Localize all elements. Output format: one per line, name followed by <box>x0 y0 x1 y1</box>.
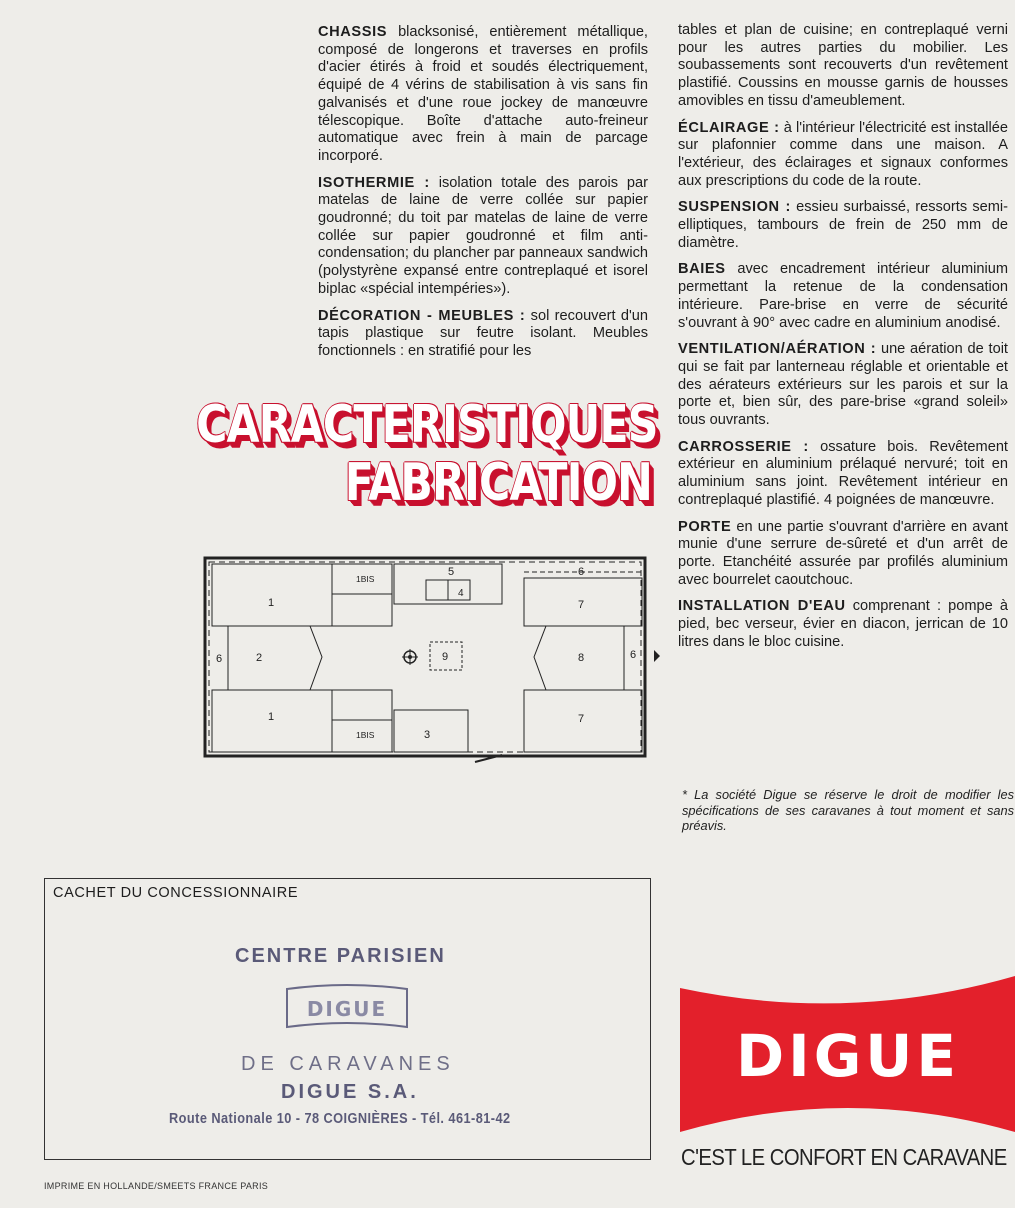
spec-porte <box>678 519 1008 590</box>
title-line-2: FABRICATION <box>344 453 652 513</box>
label-2: 2 <box>256 652 263 664</box>
spec-decoration <box>318 308 648 361</box>
cabinet-top-lower <box>332 594 392 626</box>
disclaimer-note: * La société Digue se réserve le droit de modifier les spécifications de ses caravanes à tout moment et sans préavis. <box>682 787 1014 833</box>
label-8: 8 <box>578 652 585 664</box>
digue-logo <box>680 972 1015 1132</box>
spec-heading: VENTILATION/AÉRATION : <box>678 341 877 358</box>
spec-text: avec encadrement intérieur aluminium permettant la retenue de la condensation intérieure. Pare-brise en verre de sécurité s'ouvrant à 90° avec cadre en aluminium anodisé. <box>678 261 1008 331</box>
dealer-stamp-box <box>44 878 651 1160</box>
stamp-line-1: CENTRE PARISIEN <box>235 945 446 967</box>
specs-column-right <box>678 22 1008 661</box>
specs-column-left <box>318 24 648 370</box>
spec-ventilation <box>678 341 1008 430</box>
label-7-top: 7 <box>578 599 585 611</box>
spec-text: à l'intérieur l'électricité est installée sur plafonnier comme dans une maison. A l'extérieur, des éclairages et signaux conformes aux prescriptions du code de la route. <box>678 119 1008 189</box>
label-9: 9 <box>442 651 449 663</box>
label-6-left: 6 <box>216 653 223 665</box>
title-line-1: CARACTERISTIQUES <box>196 395 658 455</box>
label-6-right: 6 <box>630 649 637 661</box>
light-fixture <box>402 649 418 665</box>
bench-left-top <box>212 564 332 626</box>
stamp-logo <box>283 983 411 1035</box>
cabinet-bottom-upper <box>332 690 392 720</box>
label-1-bottom: 1 <box>268 711 275 723</box>
stamp-line-3: DIGUE S.A. <box>281 1081 419 1103</box>
spec-text: en une partie s'ouvrant d'arrière en avant munie d'une serrure de-sûreté et d'un arrêt de porte. Etanchéité assurée par profilés aluminium avec bourrelet caoutchouc. <box>678 518 1008 588</box>
spec-eau <box>678 598 1008 651</box>
spec-heading: BAIES <box>678 261 726 278</box>
spec-heading: SUSPENSION : <box>678 199 791 216</box>
stamp-line-4: Route Nationale 10 - 78 COIGNIÈRES - Tél. 461-81-42 <box>169 1111 511 1127</box>
logo-wordmark: DIGUE <box>735 1022 961 1090</box>
spec-heading: CARROSSERIE : <box>678 438 809 455</box>
spec-text: isolation totale des parois par matelas de laine de verre collée sur papier goudronné; du toit par matelas de laine de verre collée sur papier goudronné et film anti-condensation; du plancher par panneaux sandwich (polystyrène expansé entre contreplaqué et isorel biplac «spécial intempéries»). <box>318 174 648 297</box>
label-1bis-bottom: 1BIS <box>356 730 375 740</box>
label-6-top: 6 <box>578 566 585 578</box>
front-arrow <box>654 650 660 662</box>
spec-text: ossature bois. Revêtement extérieur en aluminium prélaqué nervuré; toit en aluminium sans joint. Revêtement intérieur en contreplaqué plastifié. 4 poignées de manœuvre. <box>678 438 1008 508</box>
inner-dashed-outline <box>209 562 641 752</box>
caravan-floor-plan <box>200 552 670 774</box>
spec-isothermie <box>318 175 648 299</box>
printer-credit: IMPRIME EN HOLLANDE/SMEETS FRANCE PARIS <box>44 1181 269 1191</box>
spec-text: blacksonisé, entièrement métallique, composé de longerons et traverses en profils d'acier étirés à froid et soudés électriquement, équipé de 4 vérins de stabilisation à vis sans fin galvanisés et d'une roue jockey de manœuvre télescopique. Boîte d'attache auto-freineur automatique avec frein à main de parcage incorporé. <box>318 24 648 164</box>
label-3: 3 <box>424 729 431 741</box>
spec-text: une aération de toit qui se fait par lanterneau réglable et orientable et des aérateurs extérieurs sur les parois et sur la porte et, bien sûr, des pare-brise «grand soleil» tous ouvrants. <box>678 341 1008 429</box>
label-4: 4 <box>458 588 464 599</box>
spec-heading: INSTALLATION D'EAU <box>678 598 846 615</box>
spec-text: sol recouvert d'un tapis plastique sur feutre isolant. Meubles fonctionnels : en stratifié pour les <box>318 307 648 359</box>
dealer-label: CACHET DU CONCESSIONNAIRE <box>53 885 299 901</box>
spec-heading: ISOTHERMIE : <box>318 174 430 191</box>
spec-baies <box>678 261 1008 332</box>
spec-continued: tables et plan de cuisine; en contreplaqué verni pour les autres parties du mobilier. Les soubassements sont recouverts d'un revêtement plastifié. Coussins en mousse garnis de housses amovibles en tissu d'ameublement. <box>678 22 1008 109</box>
label-5: 5 <box>448 566 455 578</box>
label-1bis-top: 1BIS <box>356 574 375 584</box>
stamp-line-2: DE CARAVANES <box>241 1053 455 1075</box>
table-right <box>534 626 642 690</box>
section-title <box>96 395 658 513</box>
brand-slogan: C'EST LE CONFORT EN CARAVANE <box>681 1144 1007 1170</box>
spec-text: comprenant : pompe à pied, bec verseur, évier en diacon, jerrican de 10 litres dans le bloc cuisine. <box>678 598 1008 650</box>
wardrobe-3 <box>394 710 468 752</box>
spec-heading: PORTE <box>678 518 732 535</box>
spec-carrosserie <box>678 439 1008 510</box>
spec-chassis <box>318 24 648 166</box>
spec-text: essieu surbaissé, ressorts semi-elliptiques, tambours de frein de 250 mm de diamètre. <box>678 199 1008 251</box>
spec-heading: CHASSIS <box>318 24 388 40</box>
label-7-bottom: 7 <box>578 713 585 725</box>
spec-heading: ÉCLAIRAGE : <box>678 119 780 136</box>
spec-suspension <box>678 199 1008 252</box>
stamp-logo-text: DIGUE <box>306 997 388 1021</box>
spec-eclairage <box>678 120 1008 191</box>
spec-heading: DÉCORATION - MEUBLES : <box>318 307 526 324</box>
label-1-top: 1 <box>268 597 275 609</box>
